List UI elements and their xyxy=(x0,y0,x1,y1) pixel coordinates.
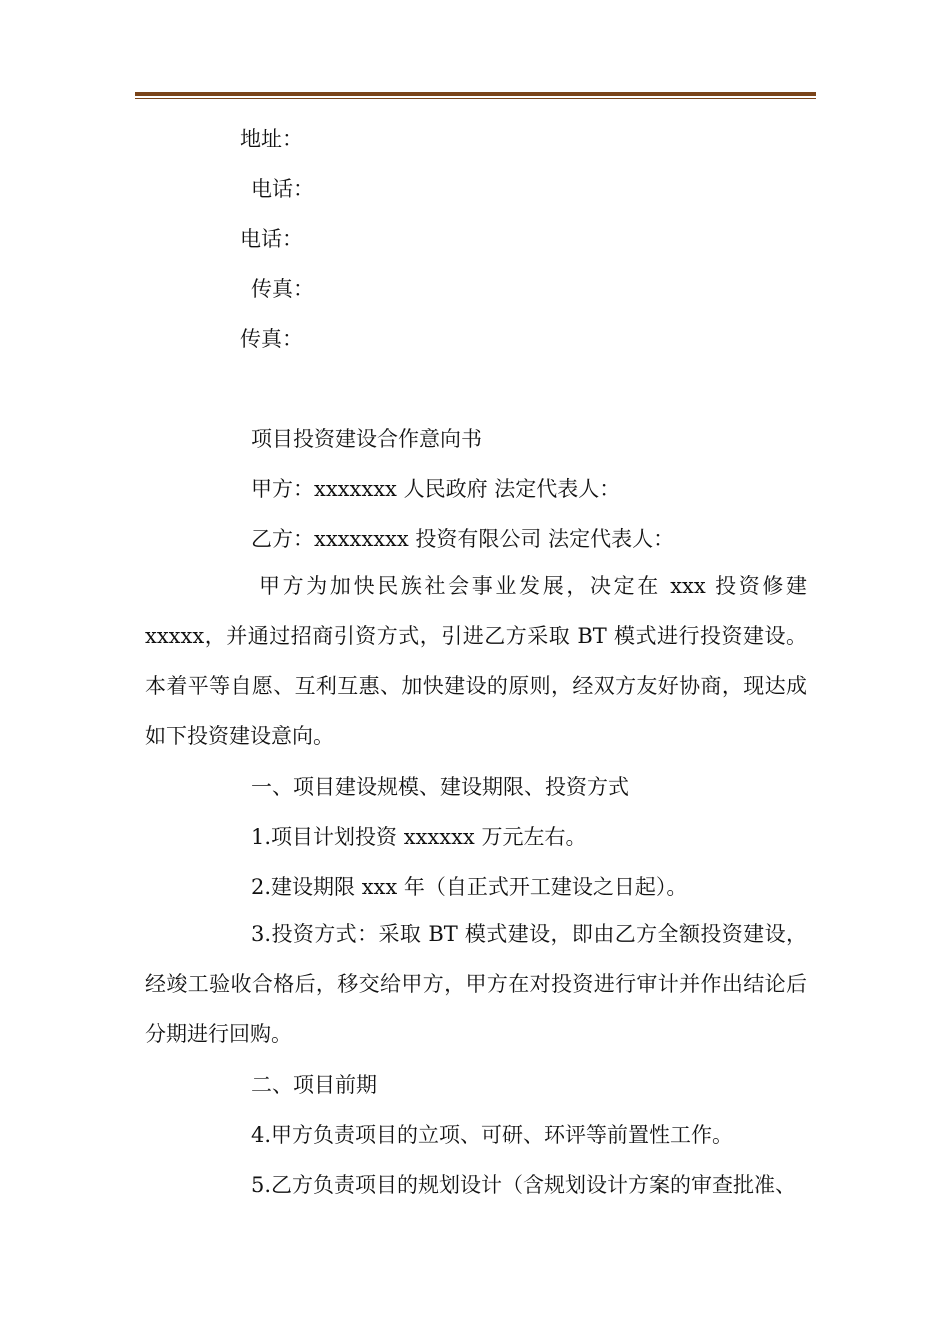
document-title: 项目投资建设合作意向书 xyxy=(251,427,482,451)
fax-label-b: 传真： xyxy=(240,327,303,351)
section1-item1: 1.项目计划投资 xxxxxx 万元左右。 xyxy=(251,825,587,849)
phone-label-b: 电话： xyxy=(240,227,303,251)
section2-item5: 5.乙方负责项目的规划设计（含规划设计方案的审查批准、 xyxy=(251,1173,797,1197)
intro-paragraph: 甲方为加快民族社会事业发展，决定在 xxx 投资修建 xxxxx，并通过招商引资方式，引进乙方采取 BT 模式进行投资建设。本着平等自愿、互利互惠、加快建设的原则，经双方友好协商，现达成如下投资建设意向。 xyxy=(145,574,807,748)
phone-label-a: 电话： xyxy=(251,177,314,201)
section2-heading: 二、项目前期 xyxy=(251,1073,377,1097)
section1-heading: 一、项目建设规模、建设期限、投资方式 xyxy=(251,775,629,799)
fax-label-a: 传真： xyxy=(251,277,314,301)
section2-item4: 4.甲方负责项目的立项、可研、环评等前置性工作。 xyxy=(251,1123,734,1147)
party-b-line: 乙方：xxxxxxxx 投资有限公司 法定代表人： xyxy=(251,527,675,551)
section1-item3: 3.投资方式：采取 BT 模式建设，即由乙方全额投资建设，经竣工验收合格后，移交给甲方，甲方在对投资进行审计并作出结论后分期进行回购。 xyxy=(145,922,807,1046)
party-a-line: 甲方：xxxxxxx 人民政府 法定代表人： xyxy=(251,477,621,501)
header-rule xyxy=(135,92,816,96)
address-label: 地址： xyxy=(240,127,303,151)
section1-item2: 2.建设期限 xxx 年（自正式开工建设之日起）。 xyxy=(251,875,688,899)
